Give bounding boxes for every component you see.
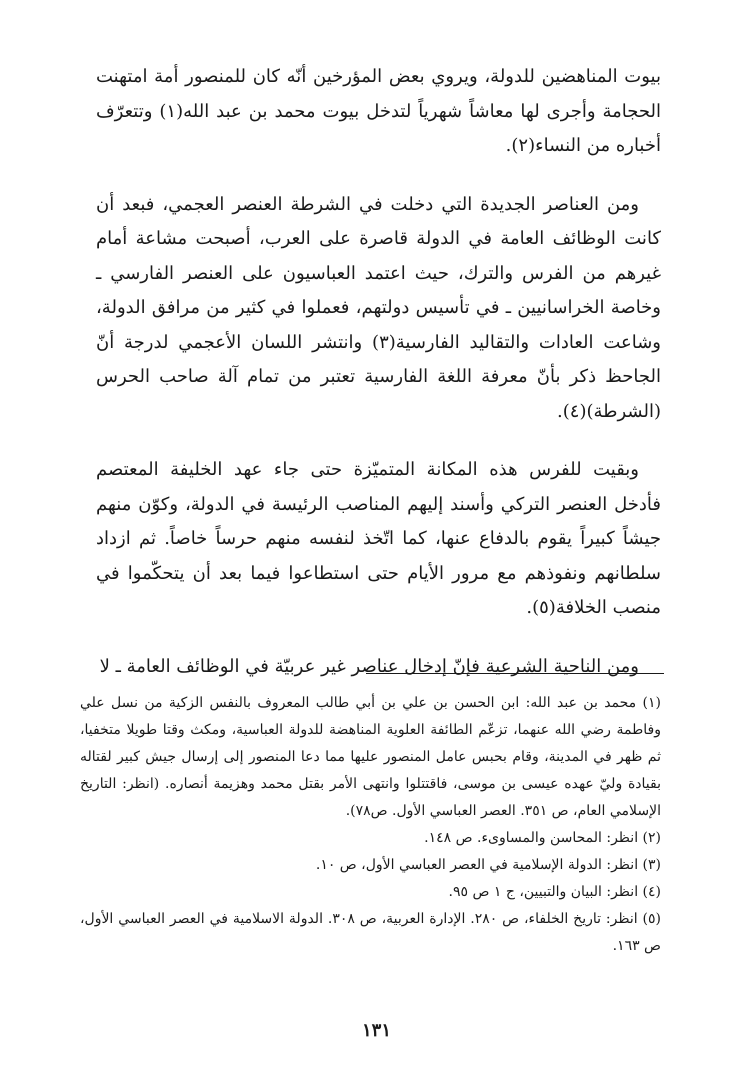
main-text xyxy=(96,60,661,684)
paragraph-1: بيوت المناهضين للدولة، ويروي بعض المؤرخين أنّه كان للمنصور أمة امتهنت الحجامة وأجرى لها معاشاً شهرياً لتدخل بيوت محمد بن عبد الله(١) وتتعرّف أخباره من النساء(٢). xyxy=(96,66,661,156)
paragraph-2: ومن العناصر الجديدة التي دخلت في الشرطة العنصر العجمي، فبعد أن كانت الوظائف العامة في الدولة قاصرة على العرب، أصبحت مشاعة أمام غيرهم من الفرس والترك، حيث اعتمد العباسيون على العنصر الفارسي ـ وخاصة الخراسانيين ـ في تأسيس دولتهم، فعملوا في كثير من مرافق الدولة، وشاعت العادات والتقاليد الفارسية(٣) وانتشر اللسان الأعجمي لدرجة أنّ الجاحظ ذكر بأنّ معرفة اللغة الفارسية تعتبر من تمام آلة صاحب الحرس (الشرطة)(٤). xyxy=(96,193,661,422)
footnote-2: (٢) انظر: المحاسن والمساوىء. ص ١٤٨. xyxy=(424,830,661,846)
footnote-3: (٣) انظر: الدولة الإسلامية في العصر العباسي الأول، ص ١٠. xyxy=(315,857,661,873)
footnote-separator xyxy=(366,673,664,674)
paragraph-3: وبقيت للفرس هذه المكانة المتميّزة حتى جاء عهد الخليفة المعتصم فأدخل العنصر التركي وأسند إليهم المناصب الرئيسة في الدولة، وكوّن منهم جيشاً كبيراً يقوم بالدفاع عنها، كما اتّخذ لنفسه منهم حرساً خاصاً. ثم ازداد سلطانهم ونفوذهم مع مرور الأيام حتى استطاعوا فيما بعد أن يتحكّموا في منصب الخلافة(٥). xyxy=(96,459,661,618)
page-number: ١٣١ xyxy=(361,1020,391,1041)
footnote-1: (١) محمد بن عبد الله: ابن الحسن بن علي بن أبي طالب المعروف بالنفس الزكية من نسل علي وفاطمة رضي الله عنهما، تزعّم الطائفة العلوية المناهضة للدولة العباسية، ومكث وقتا طويلا متخفيا، ثم ظهر في المدينة، وقام بحبس عامل المنصور عليها مما دعا المنصور إلى إرسال جيش كبير لقتاله بقيادة وليّ عهده عيسى بن موسى، فاقتتلوا وانتهى الأمر بقتل محمد وهزيمة أنصاره. (انظر: التاريخ الإسلامي العام، ص ٣٥١. العصر العباسي الأول. ص٧٨). xyxy=(80,695,661,819)
footnotes xyxy=(80,690,661,960)
footnote-4: (٤) انظر: البيان والتبيين، ج ١ ص ٩٥. xyxy=(448,884,661,900)
paragraph-4: ومن الناحية الشرعية فإنّ إدخال عناصر غير عربيّة في الوظائف العامة ـ لا xyxy=(99,655,639,677)
footnote-5: (٥) انظر: تاريخ الخلفاء، ص ٢٨٠. الإدارة العربية، ص ٣٠٨. الدولة الاسلامية في العصر العباسي الأول، ص ١٦٣. xyxy=(80,911,661,954)
